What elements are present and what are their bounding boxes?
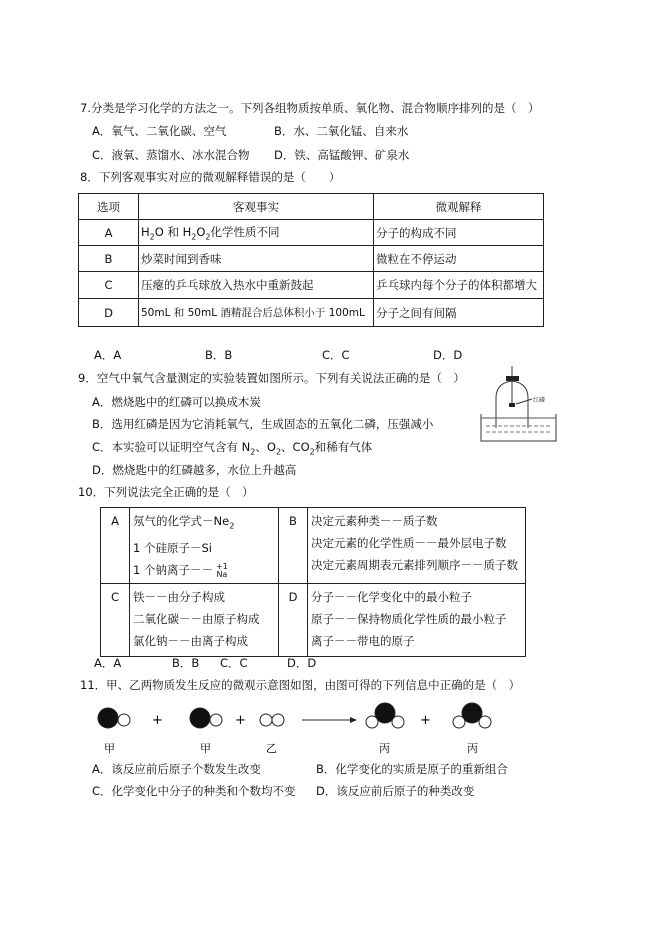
label-bing: 丙 xyxy=(467,742,478,755)
label-bing: 丙 xyxy=(379,742,390,755)
q8-stem: 8．下列客观事实对应的微观解释错误的是（ ） xyxy=(80,170,341,184)
row-option: C xyxy=(79,272,139,299)
q9-option-b: B．选用红磷是因为它消耗氧气，生成固态的五氧化二磷，压强减小 xyxy=(92,417,434,431)
q7-option-d: D．铁、高锰酸钾、矿泉水 xyxy=(274,148,410,162)
cell-option: C xyxy=(101,584,130,657)
row-fact: 压瘪的乒乓球放入热水中重新鼓起 xyxy=(139,272,374,299)
q10-table xyxy=(100,507,526,657)
row-option: A xyxy=(79,220,139,246)
q9-stem: 9．空气中氧气含量测定的实验装置如图所示。下列有关说法正确的是（ ） xyxy=(78,371,465,385)
plus-sign: + xyxy=(235,713,246,728)
q10-answer-b: B．B xyxy=(172,656,200,670)
label-jia: 甲 xyxy=(104,742,115,755)
cell-d-content: 分子－－化学变化中的最小粒子 原子－－保持物质化学性质的最小粒子 离子－－带电的原子 xyxy=(308,584,526,657)
row-fact: 50mL 和 50mL 酒精混合后总体积小于 100mL xyxy=(139,299,374,327)
plus-sign: + xyxy=(152,713,163,728)
q8-table xyxy=(78,193,544,327)
q8-answer-b: B．B xyxy=(205,348,233,362)
apparatus-figure xyxy=(476,366,566,446)
header-option: 选项 xyxy=(79,194,139,220)
q7-option-c: C．液氧、蒸馏水、冰水混合物 xyxy=(92,148,250,162)
cell-option: B xyxy=(279,508,308,584)
cell-c-content: 铁－－由分子构成 二氧化碳－－由原子构成 氯化钠－－由离子构成 xyxy=(130,584,279,657)
q10-answer-c: C．C xyxy=(220,656,248,670)
q11-option-b: B．化学变化的实质是原子的重新组合 xyxy=(316,762,508,776)
table-row xyxy=(79,272,544,299)
q9-option-a: A．燃烧匙中的红磷可以换成木炭 xyxy=(92,395,261,409)
q8-answer-a: A．A xyxy=(94,348,122,362)
q9-option-c: C．本实验可以证明空气含有 $N_2$、$O_2$、$CO_2$和稀有气体 xyxy=(92,440,373,457)
q7-option-b: B．水、二氧化锰、自来水 xyxy=(274,124,409,138)
row-explanation: 分子的构成不同 xyxy=(374,220,544,246)
row-fact: 炒菜时闻到香味 xyxy=(139,246,374,272)
row-explanation: 乒乓球内每个分子的体积都增大 xyxy=(374,272,544,299)
row-option: D xyxy=(79,299,139,327)
q11-option-a: A．该反应前后原子个数发生改变 xyxy=(92,762,261,776)
q8-answer-c: C．C xyxy=(322,348,350,362)
header-fact: 客观事实 xyxy=(139,194,374,220)
header-explanation: 微观解释 xyxy=(374,194,544,220)
q7-option-a: A．氧气、二氧化碳、空气 xyxy=(92,124,227,138)
row-explanation: 分子之间有间隔 xyxy=(374,299,544,327)
q11-option-d: D．该反应前后原子的种类改变 xyxy=(316,784,475,798)
table-row xyxy=(79,246,544,272)
cell-a-content: 氖气的化学式$-Ne_2$ 1 个硅原子－Si 1 个钠离子－－ +1 Na xyxy=(130,508,279,584)
cell-option: A xyxy=(101,508,130,584)
q8-answer-d: D．D xyxy=(433,348,463,362)
q9-option-d: D．燃烧匙中的红磷越多，水位上升越高 xyxy=(92,463,297,477)
reaction-diagram xyxy=(90,700,510,758)
label-yi: 乙 xyxy=(266,742,277,755)
q10-stem: 10．下列说法完全正确的是（ ） xyxy=(78,485,254,499)
row-explanation: 微粒在不停运动 xyxy=(374,246,544,272)
q10-answer-d: D．D xyxy=(287,656,317,670)
q10-answer-a: A．A xyxy=(94,656,122,670)
q11-stem: 11．甲、乙两物质发生反应的微观示意图如图，由图可得的下列信息中正确的是（ ） xyxy=(80,678,521,692)
plus-sign: + xyxy=(420,713,431,728)
row-option: B xyxy=(79,246,139,272)
table-row xyxy=(79,299,544,327)
q11-option-c: C．化学变化中分子的种类和个数均不变 xyxy=(92,784,296,798)
table-row xyxy=(79,220,544,246)
cell-option: D xyxy=(279,584,308,657)
svg-text:红磷: 红磷 xyxy=(533,397,546,404)
cell-b-content: 决定元素种类－－质子数 决定元素的化学性质－－最外层电子数 决定元素周期表元素排列顺序－－质子数 xyxy=(308,508,526,584)
q7-stem: 7.分类是学习化学的方法之一。下列各组物质按单质、氧化物、混合物顺序排列的是（ ） xyxy=(80,101,540,115)
row-fact: $H_2O$ 和 $H_2O_2$化学性质不同 xyxy=(139,220,374,246)
label-jia: 甲 xyxy=(200,742,211,755)
